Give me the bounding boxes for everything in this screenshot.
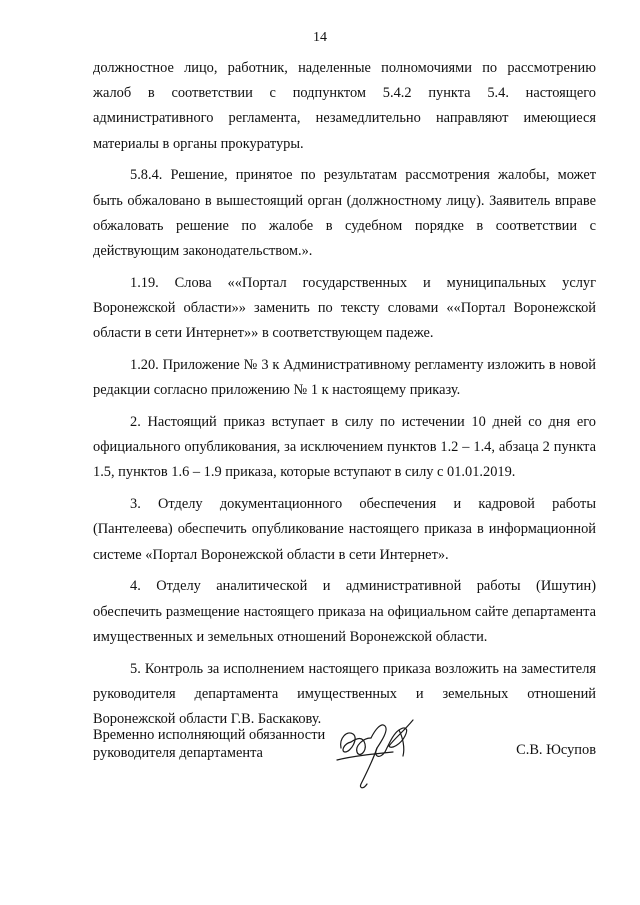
paragraph-4: 4. Отделу аналитической и административной работы (Ишутин) обеспечить размещение настоящего приказа на официальном сайте департамента имущественных и земельных отношений Воронежской области. <box>93 578 596 645</box>
paragraph-5: 5. Контроль за исполнением настоящего приказа возложить на заместителя руководителя департамента имущественных и земельных отношений Воронежской области Г.В. Баскакову. <box>93 660 596 728</box>
document-body <box>93 56 596 739</box>
paragraph-continuation: должностное лицо, работник, наделенные полномочиями по рассмотрению жалоб в соответствии с подпунктом 5.4.2 пункта 5.4. настоящего административного регламента, незамедлительно направляют имеющиеся материалы в органы прокуратуры. <box>93 60 596 152</box>
paragraph-1-19: 1.19. Слова ««Портал государственных и муниципальных услуг Воронежской области»» заменить по тексту словами ««Портал Воронежской области в сети Интернет»» в соответствующем падеже. <box>93 274 596 342</box>
signatory-title-line-1: Временно исполняющий обязанности <box>93 727 326 743</box>
signatory-title <box>93 726 373 762</box>
signature-block <box>93 726 596 816</box>
paragraph-1-20: 1.20. Приложение № 3 к Административному регламенту изложить в новой редакции согласно приложению № 1 к настоящему приказу. <box>93 357 596 399</box>
page-number: 14 <box>313 30 327 45</box>
signatory-title-line-2: руководителя департамента <box>93 745 263 761</box>
paragraph-2: 2. Настоящий приказ вступает в силу по истечении 10 дней со дня его официального опубликования, за исключением пунктов 1.2 – 1.4, абзаца 2 пункта 1.5, пунктов 1.6 – 1.9 приказа, которые вступают в силу с 01.01.2019. <box>93 414 596 481</box>
handwritten-signature <box>333 708 425 798</box>
paragraph-3: 3. Отделу документационного обеспечения и кадровой работы (Пантелеева) обеспечить опубликование настоящего приказа в информационной системе «Портал Воронежской области в сети Интернет». <box>93 496 596 563</box>
signatory-name: С.В. Юсупов <box>516 742 596 758</box>
paragraph-5-8-4: 5.8.4. Решение, принятое по результатам рассмотрения жалобы, может быть обжаловано в вышестоящий орган (должностному лицу). Заявитель вправе обжаловать решение по жалобе в судебном порядке в соответствии с действующим законодательством.». <box>93 167 596 260</box>
